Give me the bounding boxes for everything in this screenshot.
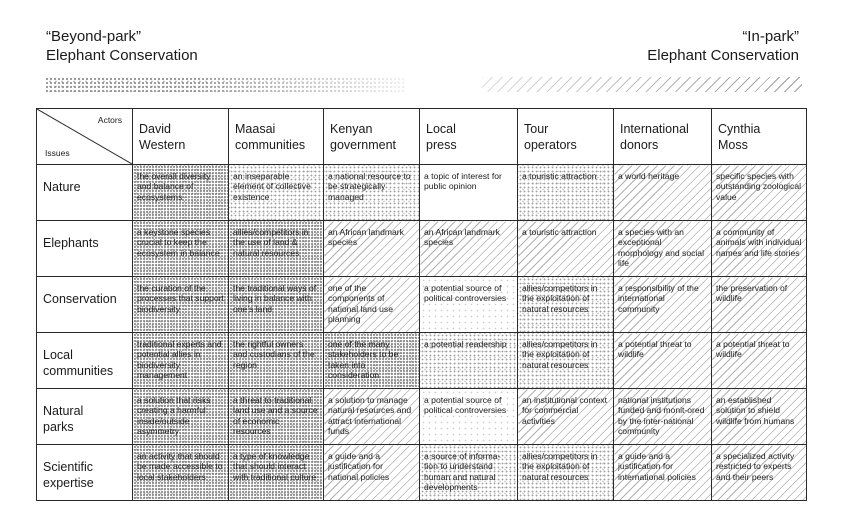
issue-row	[37, 165, 807, 221]
matrix-cell: national institutions funded and monit-ored by the inter-national community	[614, 389, 712, 445]
matrix-cell: an institutional context for commercial activities	[518, 389, 614, 445]
matrix-cell: allies/competitors in the exploitation of natural resources	[518, 333, 614, 389]
issue-header-line1: Scientific	[43, 460, 94, 474]
actor-header-line1: Kenyan	[330, 122, 373, 136]
matrix-cell: a potential source of political controversies	[420, 277, 518, 333]
in-park-title-line2: Elephant Conservation	[647, 47, 799, 64]
issue-header-line2: parks	[43, 420, 74, 434]
actor-header	[133, 109, 229, 165]
beyond-park-title	[46, 27, 198, 65]
matrix-cell: the curation of the processes that support biodiversity	[133, 277, 229, 333]
matrix-cell: a specialized activity restricted to experts and their peers	[712, 445, 807, 501]
matrix-cell: a responsibility of the international community	[614, 277, 712, 333]
matrix-cell: an established solution to shield wildlife from humans	[712, 389, 807, 445]
actor-header	[614, 109, 712, 165]
matrix-cell: the preservation of wildlife	[712, 277, 807, 333]
matrix-cell: a guide and a justification for international policies	[614, 445, 712, 501]
issue-header-line2: expertise	[43, 476, 94, 490]
matrix-cell: one of the many stakeholders to be taken into consideration	[324, 333, 420, 389]
matrix-cell: traditional experts and potential allies in biodiversity management	[133, 333, 229, 389]
actor-header-line1: International	[620, 122, 689, 136]
matrix-cell: an inseparable element of collective existence	[229, 165, 324, 221]
matrix-cell: an activity that should be made accessible to local stakeholders	[133, 445, 229, 501]
matrix-cell: a guide and a justification for national policies	[324, 445, 420, 501]
issue-header	[37, 389, 133, 445]
issue-row	[37, 445, 807, 501]
matrix-corner	[37, 109, 133, 165]
issue-header	[37, 221, 133, 277]
matrix-cell: allies/competitors in the exploitation of natural resources	[518, 277, 614, 333]
actor-header-line2: operators	[524, 138, 577, 152]
issue-header	[37, 165, 133, 221]
matrix-cell: a community of animals with individual names and life stories	[712, 221, 807, 277]
issue-header-line1: Local	[43, 348, 73, 362]
actor-header-line1: Cynthia	[718, 122, 761, 136]
matrix-cell: a world heritage	[614, 165, 712, 221]
actor-header-line2: Western	[139, 138, 186, 152]
matrix-cell: a species with an exceptional morphology and social life	[614, 221, 712, 277]
matrix-cell: an African landmark species	[324, 221, 420, 277]
matrix-cell: a threat to traditional land use and a source of economic resources	[229, 389, 324, 445]
actor-header-line2: Moss	[718, 138, 748, 152]
issue-header-line2: communities	[43, 364, 114, 378]
actor-header	[712, 109, 807, 165]
matrix-cell: allies/competitors in the use of land & natural resources	[229, 221, 324, 277]
actor-header-line2: government	[330, 138, 397, 152]
matrix-cell: specific species with outstanding zoological value	[712, 165, 807, 221]
actor-header-line2: press	[426, 138, 457, 152]
actor-header-line1: Maasai	[235, 122, 276, 136]
actor-header-line1: Tour	[524, 122, 549, 136]
matrix-cell: a topic of interest for public opinion	[420, 165, 518, 221]
matrix-cell: a type of knowledge that should interact with traditional culture	[229, 445, 324, 501]
issue-header	[37, 445, 133, 501]
issue-row	[37, 221, 807, 277]
header-row	[37, 109, 807, 165]
actor-header-line1: Local	[426, 122, 456, 136]
matrix-cell: a solution to manage natural resources and attract international funds	[324, 389, 420, 445]
matrix-cell: the overall diversity and balance of ecosystems	[133, 165, 229, 221]
matrix-cell: a potential threat to wildlife	[712, 333, 807, 389]
actor-header-line2: communities	[235, 138, 306, 152]
matrix-cell: a touristic attraction	[518, 165, 614, 221]
actors-label: Actors	[97, 115, 122, 125]
actors-issues-matrix	[36, 108, 807, 501]
issue-header-line1: Elephants	[43, 236, 99, 250]
matrix-cell: a source of informa-tion to understand human and natural developments	[420, 445, 518, 501]
matrix-cell: the rightful owners and custodians of the region	[229, 333, 324, 389]
matrix-cell: a potential readership	[420, 333, 518, 389]
matrix-cell: a touristic attraction	[518, 221, 614, 277]
matrix-cell: a national resource to be strategically managed	[324, 165, 420, 221]
in-park-title-line1: “In-park”	[742, 28, 799, 45]
issues-label: Issues	[45, 148, 70, 158]
issue-header-line1: Natural	[43, 404, 84, 418]
matrix-cell: allies/competitors in the exploitation of natural resources	[518, 445, 614, 501]
matrix-cell: a potential source of political controversies	[420, 389, 518, 445]
matrix-cell: a keystone species crucial to keep the ecosystem in balance	[133, 221, 229, 277]
matrix-cell: one of the components of national land use planning	[324, 277, 420, 333]
actor-header	[518, 109, 614, 165]
actor-header-line1: David	[139, 122, 171, 136]
issue-row	[37, 333, 807, 389]
in-park-texture-scale	[482, 77, 802, 92]
issue-header	[37, 333, 133, 389]
issue-row	[37, 277, 807, 333]
in-park-title	[647, 27, 799, 65]
issue-header	[37, 277, 133, 333]
beyond-park-title-line2: Elephant Conservation	[46, 47, 198, 64]
matrix-cell: the traditional ways of living in balance with one’s land	[229, 277, 324, 333]
beyond-park-title-line1: “Beyond-park”	[46, 28, 142, 45]
matrix-cell: a solution that risks creating a harmful inside/outside asymmetry	[133, 389, 229, 445]
issue-header-line1: Nature	[43, 180, 81, 194]
issue-header-line1: Conservation	[43, 292, 117, 306]
beyond-park-texture-scale	[45, 77, 405, 92]
actor-header	[229, 109, 324, 165]
matrix-cell: a potential threat to wildlife	[614, 333, 712, 389]
actor-header	[324, 109, 420, 165]
actor-header-line2: donors	[620, 138, 659, 152]
matrix-cell: an African landmark species	[420, 221, 518, 277]
actor-header	[420, 109, 518, 165]
issue-row	[37, 389, 807, 445]
